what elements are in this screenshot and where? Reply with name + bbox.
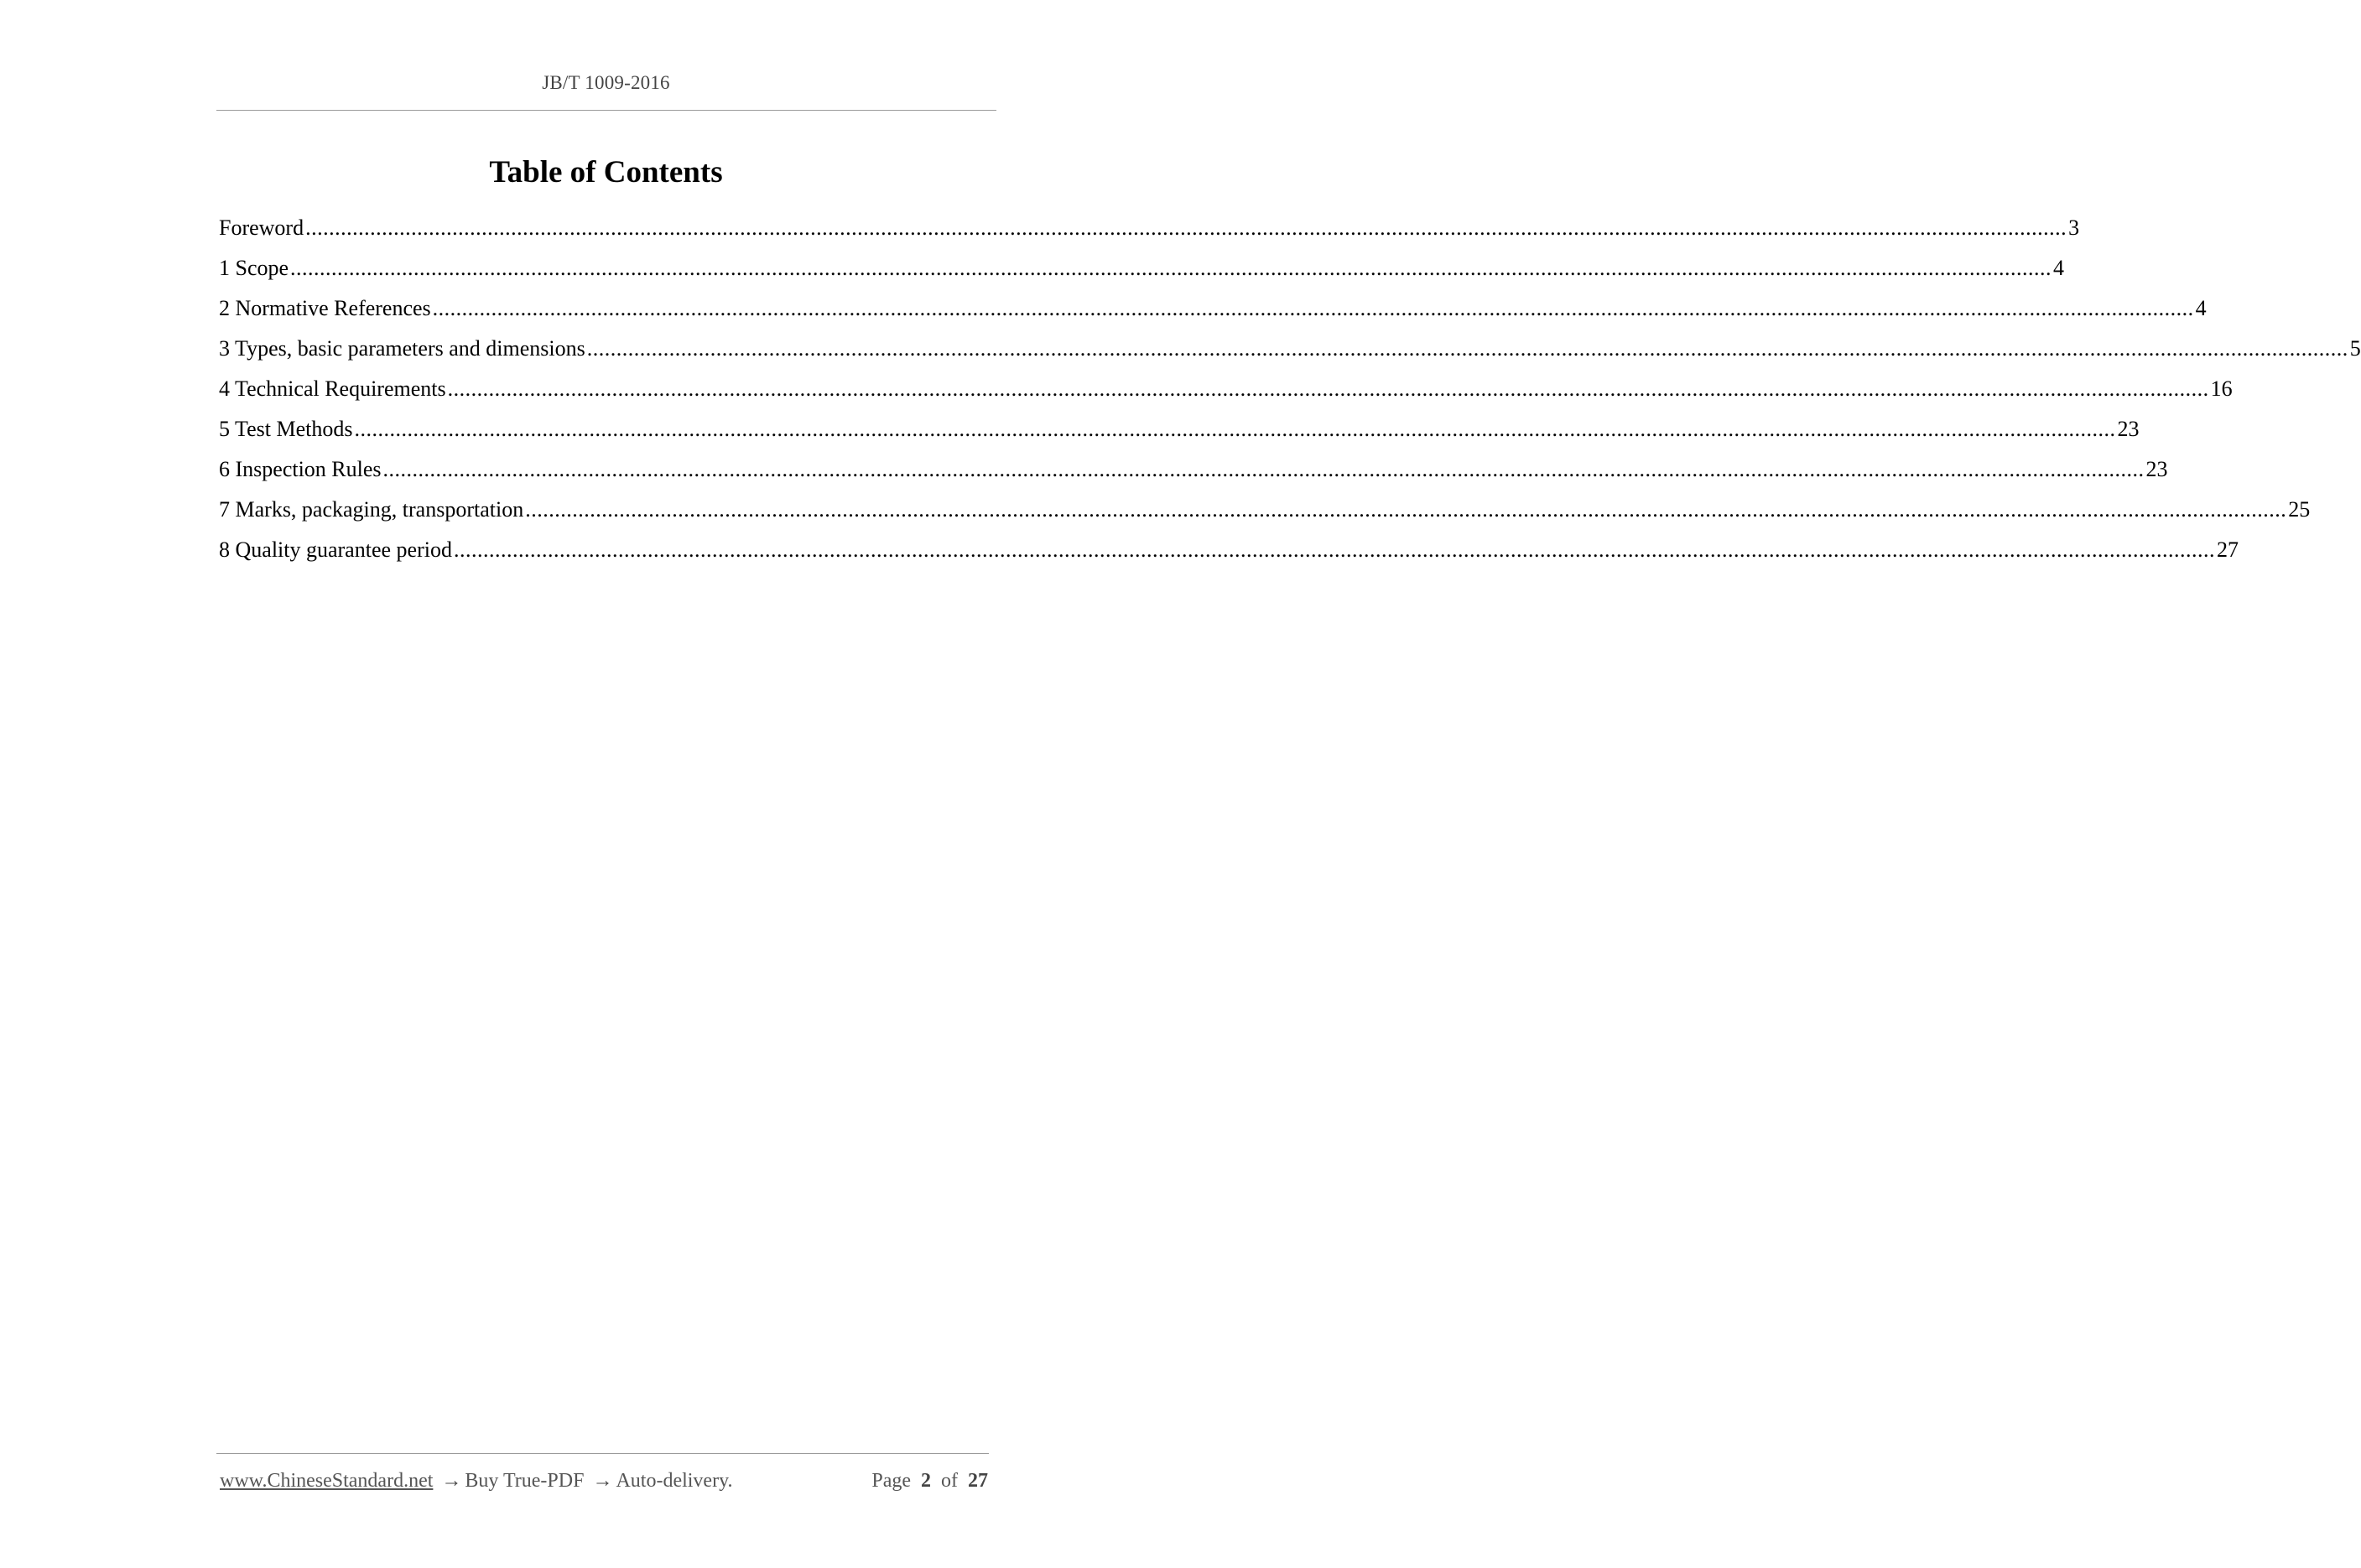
page-word: Page bbox=[871, 1470, 911, 1492]
toc-entry-label: Foreword bbox=[219, 215, 304, 240]
toc-entry-page: 27 bbox=[2216, 537, 2239, 562]
footer-divider bbox=[216, 1453, 989, 1454]
header-divider bbox=[216, 110, 996, 111]
toc-entry-page: 4 bbox=[2053, 256, 2065, 280]
toc-dot-leader: ............................................................................................................................................................................................................................................................................................................ bbox=[290, 256, 2052, 280]
toc-dot-leader: ............................................................................................................................................................................................................................................................................................................ bbox=[447, 376, 2209, 401]
auto-delivery-text: Auto-delivery. bbox=[616, 1470, 733, 1492]
toc-entry-page: 3 bbox=[2068, 215, 2080, 240]
toc-entry-page: 25 bbox=[2288, 497, 2311, 522]
toc-entry-label: 5 Test Methods bbox=[219, 417, 353, 441]
toc-entry-types-parameters[interactable] bbox=[219, 334, 2361, 374]
toc-dot-leader: ............................................................................................................................................................................................................................................................................................................ bbox=[432, 296, 2194, 320]
toc-entry-technical-requirements[interactable] bbox=[219, 374, 2233, 414]
page-total: 27 bbox=[968, 1470, 988, 1492]
toc-dot-leader: ............................................................................................................................................................................................................................................................................................................ bbox=[382, 457, 2145, 481]
page-number bbox=[871, 1470, 988, 1493]
footer-promo bbox=[220, 1470, 733, 1493]
of-word: of bbox=[941, 1470, 958, 1492]
toc-dot-leader: ............................................................................................................................................................................................................................................................................................................ bbox=[305, 215, 2067, 240]
toc-entry-marks-packaging[interactable] bbox=[219, 495, 2311, 535]
toc-entry-quality-guarantee[interactable] bbox=[219, 535, 2239, 575]
page-header-standard-code: JB/T 1009-2016 bbox=[542, 72, 670, 93]
toc-entry-inspection-rules[interactable] bbox=[219, 454, 2168, 495]
arrow-right-icon: → bbox=[592, 1470, 613, 1492]
toc-entry-label: 2 Normative References bbox=[219, 296, 431, 320]
toc-entry-page: 23 bbox=[2117, 417, 2140, 441]
toc-entry-normative-references[interactable] bbox=[219, 293, 2207, 334]
page-current: 2 bbox=[921, 1470, 931, 1492]
toc-entry-page: 16 bbox=[2210, 376, 2233, 401]
toc-entry-label: 4 Technical Requirements bbox=[219, 376, 446, 401]
toc-entry-foreword[interactable] bbox=[219, 213, 2080, 253]
toc-entry-page: 23 bbox=[2145, 457, 2168, 481]
toc-entry-label: 7 Marks, packaging, transportation bbox=[219, 497, 524, 522]
toc-dot-leader: ............................................................................................................................................................................................................................................................................................................ bbox=[354, 417, 2116, 441]
toc-entry-label: 6 Inspection Rules bbox=[219, 457, 382, 481]
toc-entry-scope[interactable] bbox=[219, 253, 2065, 293]
toc-entry-test-methods[interactable] bbox=[219, 414, 2140, 454]
toc-title: Table of Contents bbox=[489, 155, 723, 190]
toc-entry-page: 4 bbox=[2195, 296, 2207, 320]
arrow-right-icon: → bbox=[441, 1470, 462, 1492]
toc-entry-page: 5 bbox=[2349, 336, 2361, 361]
toc-dot-leader: ............................................................................................................................................................................................................................................................................................................ bbox=[453, 537, 2215, 562]
toc-entry-label: 1 Scope bbox=[219, 256, 289, 280]
toc-entry-label: 8 Quality guarantee period bbox=[219, 537, 452, 562]
toc-entry-label: 3 Types, basic parameters and dimensions bbox=[219, 336, 585, 361]
buy-true-pdf-text: Buy True-PDF bbox=[465, 1470, 585, 1492]
toc-dot-leader: ............................................................................................................................................................................................................................................................................................................ bbox=[586, 336, 2348, 361]
toc-dot-leader: ............................................................................................................................................................................................................................................................................................................ bbox=[525, 497, 2287, 522]
toc-list bbox=[219, 213, 2361, 575]
site-link[interactable]: www.ChineseStandard.net bbox=[220, 1470, 434, 1492]
